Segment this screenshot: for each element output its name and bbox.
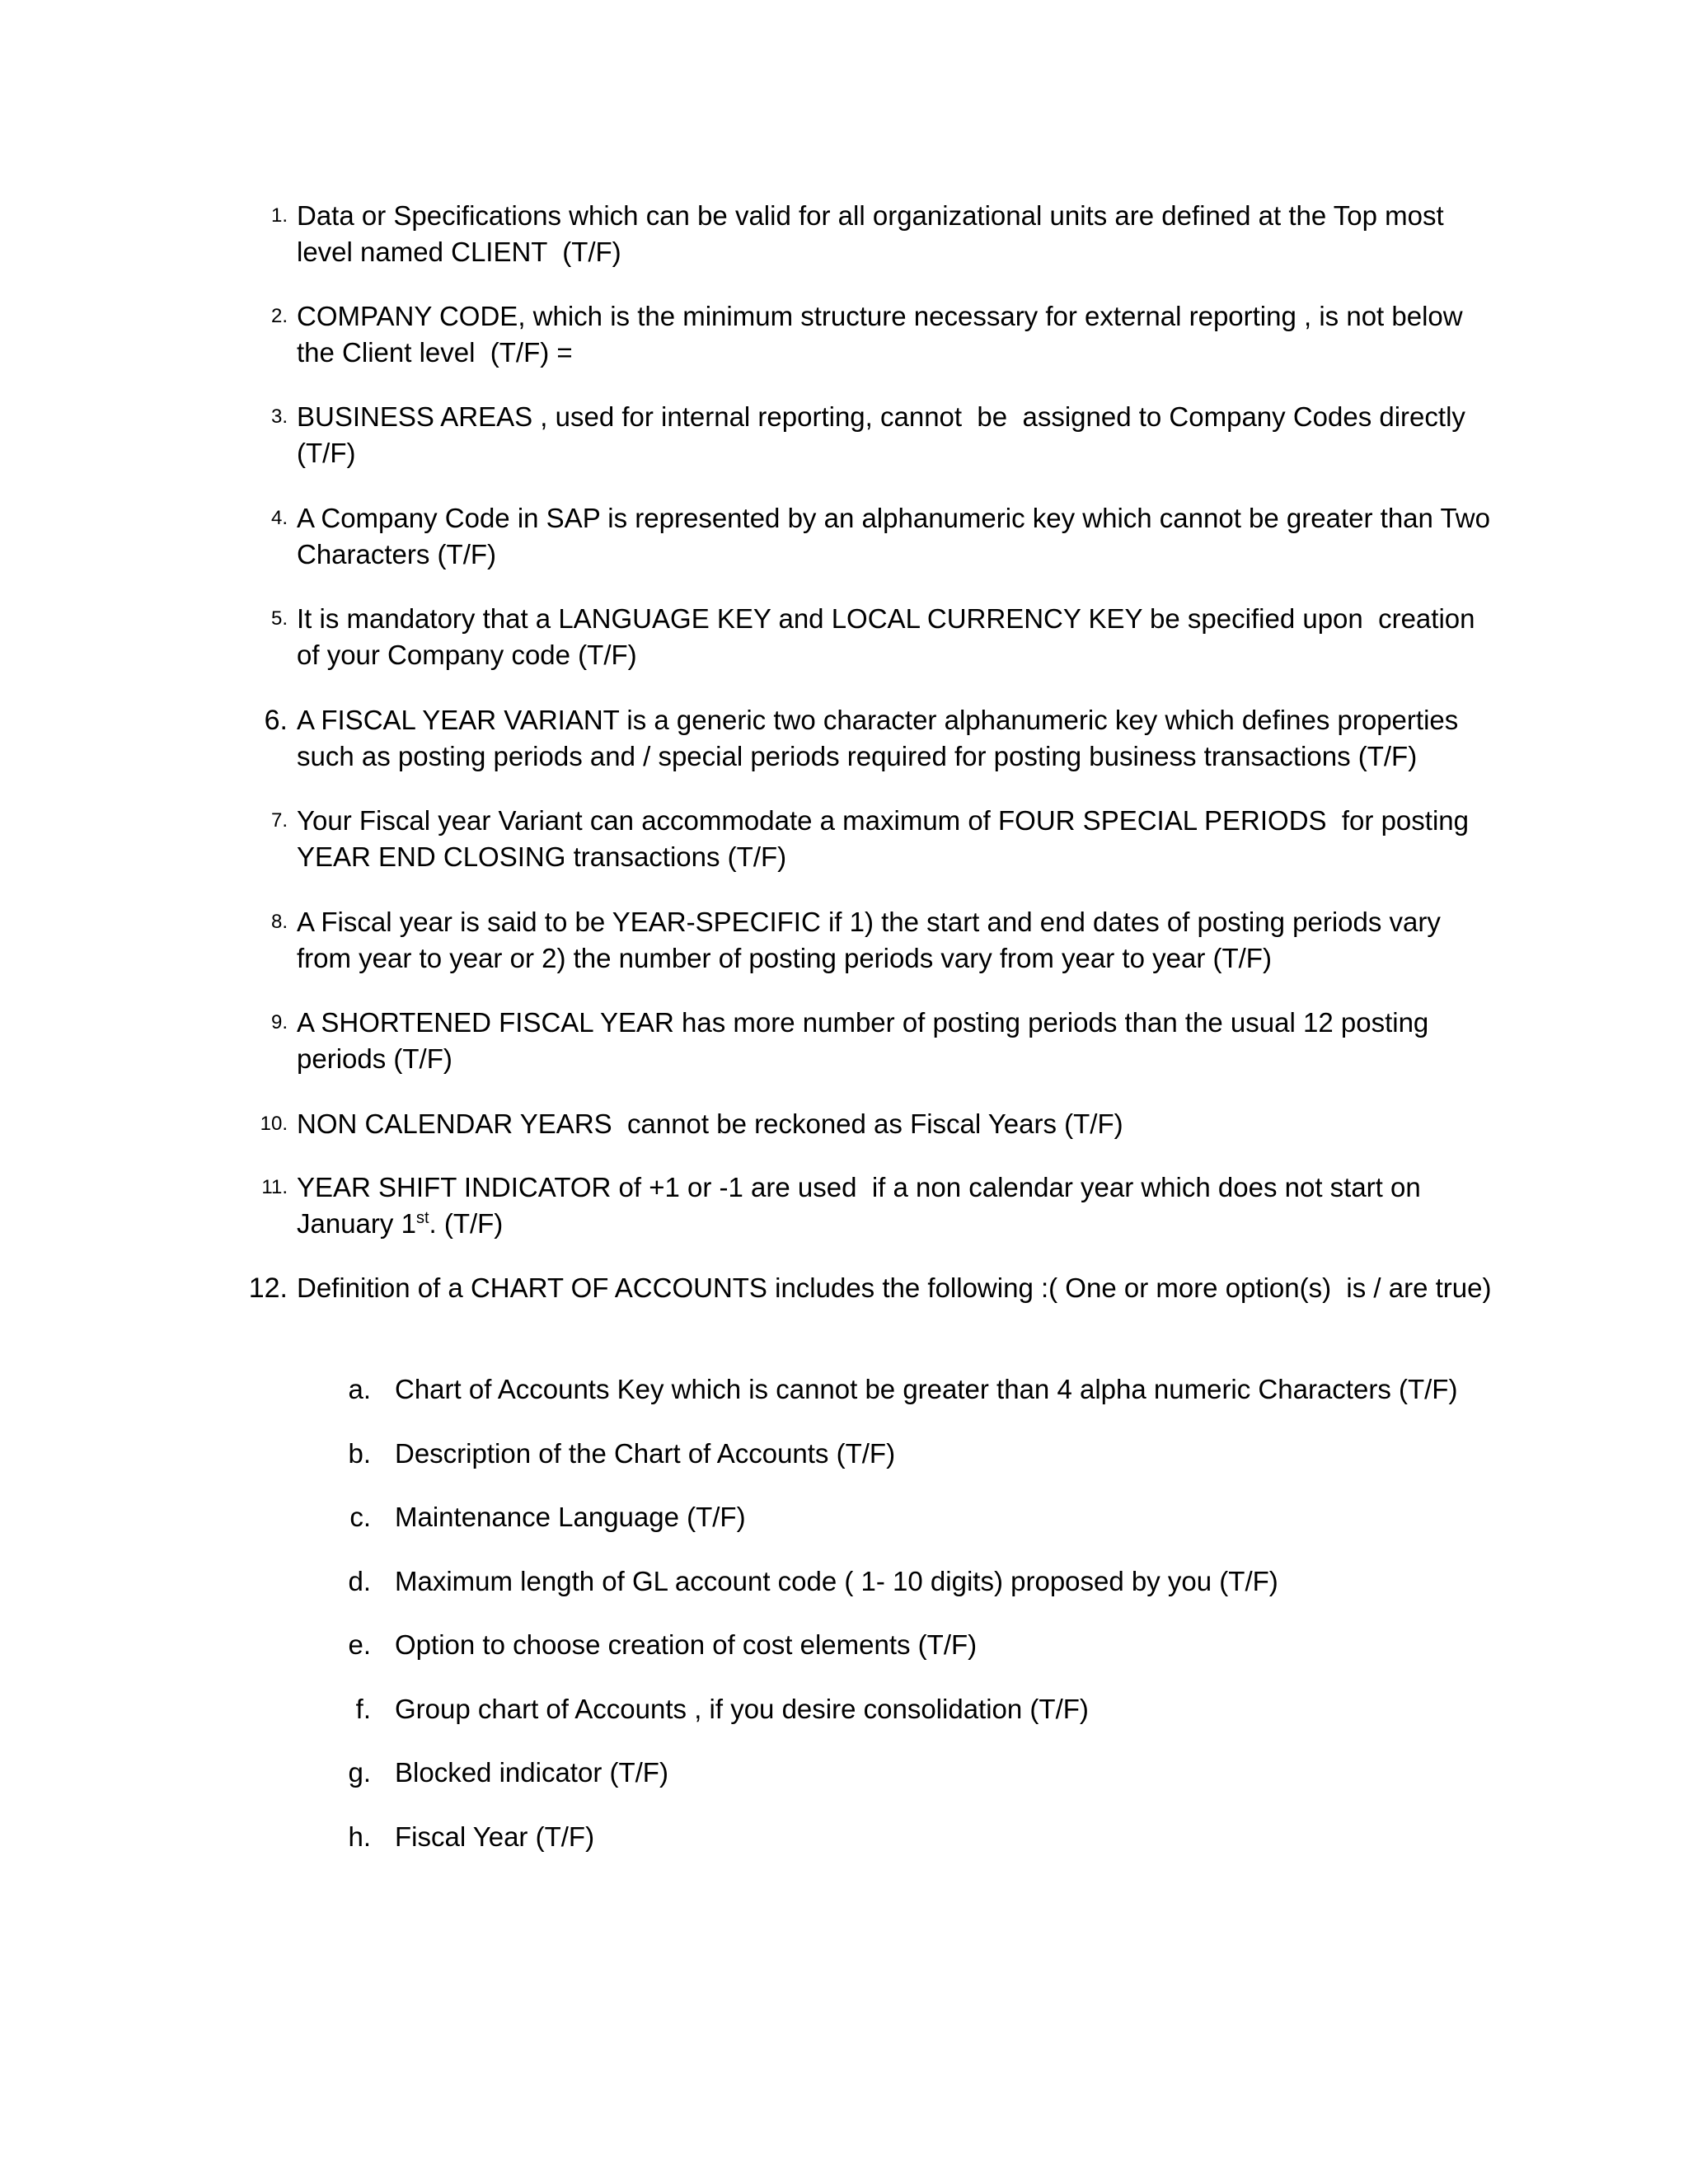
ordinal-suffix: st <box>415 1209 429 1227</box>
option-letter: h. <box>348 1821 371 1852</box>
question-number: 4. <box>270 507 288 529</box>
question-number: 9. <box>270 1011 288 1033</box>
question-text: It is mandatory that a LANGUAGE KEY and LOCAL CURRENCY KEY be specified upon creation of your Company code (T/F) <box>297 603 1483 670</box>
question-text: Your Fiscal year Variant can accommodate a maximum of FOUR SPECIAL PERIODS for posting YEAR END CLOSING transactions (T/F) <box>297 805 1476 872</box>
option-letter: c. <box>349 1502 371 1532</box>
question-text-tail: . (T/F) <box>429 1208 504 1239</box>
question-text: A Fiscal year is said to be YEAR-SPECIFIC if 1) the start and end dates of posting periods vary from year to year or 2) the number of posting periods vary from year to year (T/F) <box>297 907 1449 973</box>
option-letter: d. <box>348 1566 371 1596</box>
option-letter: g. <box>348 1757 371 1788</box>
question-number: 1. <box>270 204 288 227</box>
question-text: A FISCAL YEAR VARIANT is a generic two character alphanumeric key which defines properties such as posting periods and / special periods required for posting business transactions (T/F) <box>297 705 1466 771</box>
question-number: 8. <box>270 911 288 933</box>
question-number: 5. <box>270 607 288 630</box>
option-text: Description of the Chart of Accounts (T/F) <box>395 1438 896 1469</box>
question-text: NON CALENDAR YEARS cannot be reckoned as Fiscal Years (T/F) <box>297 1108 1123 1139</box>
option-letter: b. <box>348 1438 371 1469</box>
option-text: Maintenance Language (T/F) <box>395 1502 746 1532</box>
option-text: Chart of Accounts Key which is cannot be greater than 4 alpha numeric Characters (T/F) <box>395 1374 1458 1404</box>
option-letter: f. <box>355 1694 371 1724</box>
question-number: 2. <box>270 305 288 327</box>
option-text: Option to choose creation of cost elements (T/F) <box>395 1629 978 1660</box>
question-text <box>297 1169 1500 1242</box>
question-number: 7. <box>270 809 288 832</box>
question-number: 6. <box>264 705 288 736</box>
option-text: Group chart of Accounts , if you desire consolidation (T/F) <box>395 1694 1089 1724</box>
question-number: 10. <box>260 1113 288 1135</box>
question-text: A Company Code in SAP is represented by an alphanumeric key which cannot be greater than Two Characters (T/F) <box>297 503 1498 569</box>
question-text: COMPANY CODE, which is the minimum structure necessary for external reporting , is not below the Client level (T/F) = <box>297 301 1470 368</box>
question-text: Data or Specifications which can be valid for all organizational units are defined at the Top most level named CLIENT (T/F) <box>297 200 1451 267</box>
option-text: Maximum length of GL account code ( 1- 10 digits) proposed by you (T/F) <box>395 1566 1278 1596</box>
question-text: A SHORTENED FISCAL YEAR has more number of posting periods than the usual 12 posting periods (T/F) <box>297 1007 1437 1074</box>
option-letter: e. <box>348 1629 371 1660</box>
option-text: Fiscal Year (T/F) <box>395 1821 595 1852</box>
question-number: 11. <box>261 1176 288 1198</box>
question-number: 12. <box>248 1272 288 1304</box>
question-text: BUSINESS AREAS , used for internal reporting, cannot be assigned to Company Codes directly (T/F) <box>297 401 1474 468</box>
option-letter: a. <box>348 1374 371 1404</box>
question-text: Definition of a CHART OF ACCOUNTS includes the following :( One or more option(s) is / are true) <box>297 1272 1492 1303</box>
question-number: 3. <box>270 405 288 428</box>
option-text: Blocked indicator (T/F) <box>395 1757 668 1788</box>
question-text-main: YEAR SHIFT INDICATOR of +1 or -1 are used if a non calendar year which does not start on January 1 <box>297 1172 1428 1239</box>
